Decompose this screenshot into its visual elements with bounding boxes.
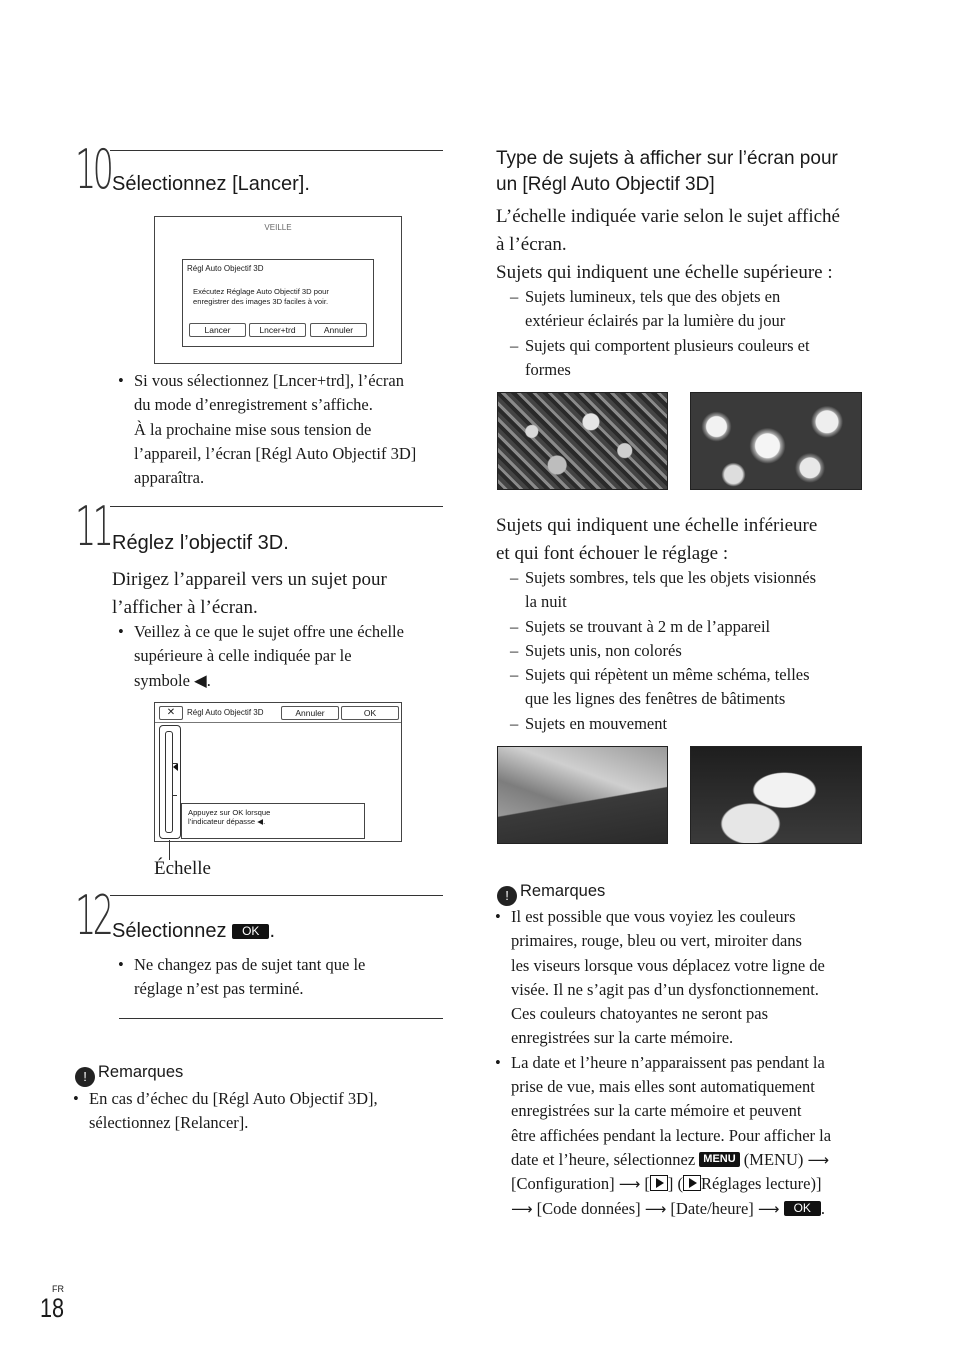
- start-record-button[interactable]: Lncer+trd: [249, 323, 306, 337]
- menu-path-line-2: [Configuration] ⟶ [ ] ( Réglages lecture)]: [511, 1174, 822, 1194]
- screen-ok-button[interactable]: OK: [341, 706, 399, 720]
- hint-line: l’indicateur dépasse ◀.: [188, 817, 266, 826]
- notes-heading-right: ! Remarques: [497, 882, 605, 906]
- scale-bar: [165, 731, 173, 833]
- start-button[interactable]: Lancer: [189, 323, 246, 337]
- list-item: – Sujets en mouvement: [496, 712, 876, 736]
- page-number: 18: [40, 1293, 65, 1323]
- dialog-panel: [182, 259, 374, 347]
- list-item: – Sujets qui comportent plusieurs couleurs et formes: [496, 334, 876, 383]
- notes-list-right: [487, 905, 887, 1221]
- step10-title: Sélectionnez [Lancer].: [112, 173, 310, 195]
- scale-label: Échelle: [154, 858, 211, 879]
- bullet-item: • En cas d’échec du [Régl Auto Objectif 3D], sélectionnez [Relancer].: [65, 1087, 425, 1136]
- step11-intro: Dirigez l’appareil vers un sujet pour l’afficher à l’écran.: [112, 569, 387, 618]
- step11-title: Réglez l’objectif 3D.: [112, 532, 289, 554]
- higher-list: [496, 285, 876, 382]
- photo-market-stall: [497, 392, 668, 490]
- language-code: FR: [52, 1284, 64, 1294]
- bullet-item: • La date et l’heure n’apparaissent pas pendant la prise de vue, mais elles sont automatiquement enregistrées sur la carte mémoire et peuvent être affichées pendant la lecture. Pour afficher la date et l’heure, sélectionnez MENU (MENU) ⟶ [Configuration] ⟶ [ ] ( Réglages lecture)] ⟶ [Code données] ⟶ [Date/heure] ⟶ OK .: [487, 1051, 887, 1221]
- step12-title-row: Sélectionnez OK .: [112, 920, 275, 942]
- menu-path-line-1: date et l’heure, sélectionnez MENU (MENU) ⟶: [511, 1149, 830, 1169]
- step10-bullets: [110, 369, 450, 490]
- list-item: – Sujets qui répètent un même schéma, telles que les lignes des fenêtres de bâtiments: [496, 663, 876, 712]
- arrow-right-icon: ⟶: [757, 1199, 780, 1218]
- notes-icon: !: [75, 1067, 95, 1087]
- dialog-title: Régl Auto Objectif 3D: [187, 264, 264, 273]
- playback-icon: [683, 1175, 701, 1191]
- close-icon[interactable]: ✕: [159, 706, 183, 720]
- ok-button-icon: OK: [784, 1201, 821, 1216]
- step12-end-rule: [119, 1018, 443, 1019]
- list-item: – Sujets lumineux, tels que des objets en extérieur éclairés par la lumière du jour: [496, 285, 876, 334]
- ok-button-icon: OK: [232, 924, 269, 939]
- list-item: – Sujets unis, non colorés: [496, 639, 876, 663]
- adjust-screen: [154, 702, 402, 842]
- list-item: – Sujets sombres, tels que les objets visionnés la nuit: [496, 566, 876, 615]
- lower-heading: Sujets qui indiquent une échelle inférieure et qui font échouer le réglage :: [496, 515, 818, 564]
- hint-box: [181, 803, 365, 839]
- notes-list-left: [65, 1087, 425, 1136]
- section-heading: Type de sujets à afficher sur l’écran pour un [Régl Auto Objectif 3D]: [496, 148, 838, 195]
- higher-heading: Sujets qui indiquent une échelle supérieure :: [496, 262, 833, 283]
- photo-white-building: [690, 746, 862, 844]
- screen-cancel-button[interactable]: Annuler: [281, 706, 339, 720]
- section-intro: L’échelle indiquée varie selon le sujet affiché à l’écran.: [496, 206, 840, 255]
- scale-tick: [173, 795, 177, 796]
- bullet-item: • Il est possible que vous voyiez les couleurs primaires, rouge, bleu ou vert, miroiter dans les viseurs lorsque vous déplacez votre ligne de visée. Il ne s’agit pas d’un dysfonctionnement. Ces couleurs chatoyantes ne seront pas enregistrées sur la carte mémoire.: [487, 905, 887, 1051]
- indicator-arrow-icon: [173, 763, 178, 771]
- bullet-item: • Ne changez pas de sujet tant que le réglage n’est pas terminé.: [110, 953, 450, 1002]
- arrow-right-icon: ⟶: [511, 1199, 533, 1218]
- bullet-item: • Si vous sélectionnez [Lncer+trd], l’écran du mode d’enregistrement s’affiche. À la prochaine mise sous tension de l’appareil, l’écran [Régl Auto Objectif 3D] apparaîtra.: [110, 369, 450, 490]
- cancel-button[interactable]: Annuler: [310, 323, 367, 337]
- arrow-right-icon: ⟶: [807, 1150, 830, 1169]
- step12-rule: [110, 895, 443, 896]
- dialog-message-2: enregistrer des images 3D faciles à voir.: [193, 297, 329, 306]
- menu-path-line-3: ⟶ [Code données] ⟶ [Date/heure] ⟶ OK .: [511, 1198, 826, 1218]
- notes-heading-left: ! Remarques: [75, 1063, 183, 1087]
- dialog-message-1: Exécutez Réglage Auto Objectif 3D pour: [193, 287, 329, 296]
- bullet-item: • Veillez à ce que le sujet offre une échelle supérieure à celle indiquée par le symbole ◀.: [110, 620, 450, 693]
- step10-number: 10: [75, 138, 111, 201]
- lower-list: [496, 566, 876, 736]
- screen-title: Régl Auto Objectif 3D: [187, 708, 264, 717]
- list-item: – Sujets se trouvant à 2 m de l’appareil: [496, 615, 876, 639]
- arrow-right-icon: ⟶: [644, 1199, 667, 1218]
- hint-line: Appuyez sur OK lorsque: [188, 808, 271, 817]
- step11-rule: [110, 506, 443, 507]
- step12-number: 12: [75, 884, 111, 947]
- step12-title: Sélectionnez: [112, 920, 227, 942]
- notes-icon: !: [497, 886, 517, 906]
- status-text: VEILLE: [264, 223, 292, 232]
- photo-flowers: [690, 392, 862, 490]
- menu-button-icon: MENU: [699, 1152, 739, 1167]
- step11-number: 11: [75, 495, 111, 558]
- photo-sky: [497, 746, 668, 844]
- launch-dialog-screen: [154, 216, 402, 364]
- step10-rule: [110, 150, 443, 151]
- step11-bullets: [110, 620, 450, 693]
- step12-bullets: [110, 953, 450, 1002]
- playback-icon: [650, 1175, 668, 1191]
- arrow-right-icon: ⟶: [618, 1175, 641, 1194]
